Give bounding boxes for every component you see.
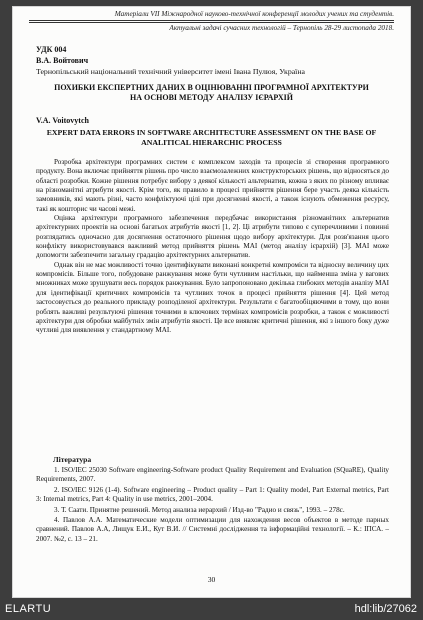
reference-item: 3. Т. Саати. Принятие решений. Метод анализа иерархий / Изд-во "Радио и связь", 1993. – 278с. [54,505,345,514]
running-header [29,10,394,32]
paragraph: Оцінка архітектури програмного забезпечення передбачає використання різноманітних альтернатив архітектурних проектів на основі багатьох атрибутів якості [1, 2]. Ці атрибути типово є суперечливими і повинні розглядатись одночасно для досягнення остаточного рішення щодо вибору архітектури. Для розв'язання цього конфлікту використовувався важливий метод прийняття рішень МАІ (метод аналізу ієрархій) [3]. МАІ може допомогти забезпечити загальну градацію архітектурних альтернатив. [36,214,389,260]
article-body [36,158,389,336]
udk-code: УДК 004 [36,45,67,54]
author-en: V.A. Voitovytch [36,116,89,125]
affiliation: Тернопільський національний технічний університет імені Івана Пулюя, Україна [36,67,305,76]
handle-id: hdl:lib/27062 [354,603,417,615]
literature-heading: Література [53,455,92,464]
reference-item: 4. Павлов А.А. Математические модели оптимизации для нахождения весов объектов в методе парных сравнений. Павлов А.А, Лищук Е.И., Кут В.И. // Системні дослідження та інформаційні технології. – К.: ІПСА. – 2007. №2, с. 13 – 21. [36,516,389,543]
reference-item: 1. ISO/IEC 25030 Software engineering-Software product Quality Requirement and Evaluation (SQuaRE), Quality Requirements, 2007. [36,466,389,484]
paragraph: Однак він не має можливості точно ідентифікувати виконані конкретні компроміси та відносну величину цих компромісів. Більше того, побудоване ранжування може бути чутливим настільки, що найменша зміна у вагових множниках може зрушувати весь порядок ранжування. Було запропоновано декілька глибоких методів аналізу МАІ для ідентифікації критичних компромісів та чутливих точок в процесі прийняття рішення [4]. Цей метод застосовується до реального прикладу розподіленої архітектури. Результати є багатообіцяючими в тому, що вони роблять важливі результуючі рішення точними в ключових термінах компромісів розробки, а також є можливості архітектури для обробки майбутніх змін атрибутів якості. Це все виявляє критичні рішення, які з іншого боку дуже чутливі для виявлення у стандартному МАІ. [36,260,389,335]
header-line-2: Актуальні задачі сучасних технологій – Тернопіль 28-29 листопада 2018. [29,22,394,33]
repository-label: ELARTU [5,603,52,615]
author-ua: В.А. Войтович [36,56,89,65]
reference-item: 2. ISO/IEC 9126 (1-4). Software engineering – Product quality – Part 1: Quality model, Part External metrics, Part 3: Internal metrics, Part 4: Quality in use metrics, 2001–2004. [36,485,389,504]
title-ua: ПОХИБКИ ЕКСПЕРТНИХ ДАНИХ В ОЦІНЮВАННІ ПРОГРАМНОЇ АРХІТЕКТУРИ НА ОСНОВІ МЕТОДУ АНАЛІЗУ ІЄРАРХІЙ [54,83,369,102]
reference-list [36,466,389,545]
page-number: 30 [207,575,216,584]
header-line-1: Матеріали VII Міжнародної науково-технічної конференції молодих учених та студентів. [29,10,394,21]
paragraph: Розробка архітектури програмних систем є комплексом заходів та процесів зі створення програмного продукту. Вона включає прийняття рішень про число взаємозалежних конструкторських рішень, що відносяться до області розробки. Кожне рішення потребує вибору з деякої кількості альтернатив, кожна з яких по різному впливає на різноманітні атрибути якості. Крім того, як правило в процесі прийняття рішення бере участь деяка кількість замовників, які мають різні, часто конфліктуючі цілі при досягненні якості, а також існують обмеження ресурсу, такі як кошторис чи часові межі. [36,158,389,213]
title-en: EXPERT DATA ERRORS IN SOFTWARE ARCHITECTURE ASSESSMENT ON THE BASE OF ANALITICAL HIERARCHIC PROCESS [46,128,377,147]
document-page [12,6,411,598]
